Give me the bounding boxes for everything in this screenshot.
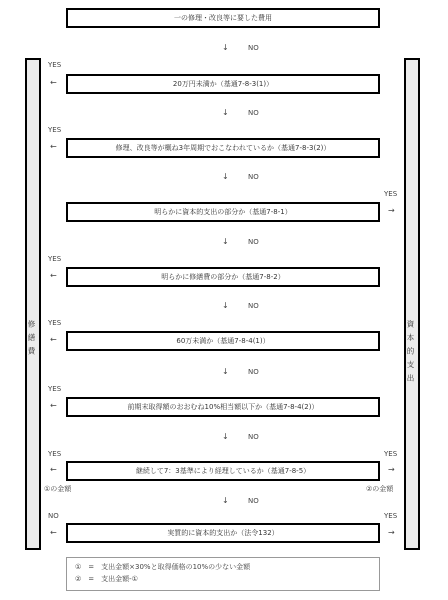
yes-label: YES (384, 450, 398, 458)
flow-box-start (66, 8, 380, 28)
flow-box-substantial-capital (66, 523, 380, 543)
left-arrow: ← (50, 528, 57, 537)
down-arrow: ↓ (222, 43, 229, 52)
yes-label: YES (48, 126, 62, 134)
no-label: NO (248, 433, 259, 441)
flow-box-text: 明らかに修繕費の部分か（基通7-8-2） (161, 273, 285, 281)
yes-label: YES (384, 512, 398, 520)
flow-box-text: 前期末取得額のおおむね10%相当額以下か（基通7-8-4(2)） (127, 403, 319, 411)
yes-label: YES (48, 450, 62, 458)
left-arrow: ← (50, 465, 57, 474)
right-arrow: → (388, 206, 395, 215)
no-label: NO (248, 109, 259, 117)
down-arrow: ↓ (222, 172, 229, 181)
no-label: NO (48, 512, 59, 520)
legend-line-1: ① = 支出金額×30%と取得価格の10%の少ない金額 (75, 563, 251, 571)
left-arrow: ← (50, 271, 57, 280)
repair-cost-label: 修繕費 (27, 320, 36, 361)
left-arrow: ← (50, 78, 57, 87)
down-arrow: ↓ (222, 237, 229, 246)
flow-box-under-600k (66, 331, 380, 351)
yes-label: YES (48, 61, 62, 69)
no-label: NO (248, 238, 259, 246)
flow-box-under-200k (66, 74, 380, 94)
flow-box-text: 明らかに資本的支出の部分か（基通7-8-1） (154, 208, 292, 216)
flow-box-text: 20万円未満か（基通7-8-3(1)） (172, 80, 274, 88)
down-arrow: ↓ (222, 108, 229, 117)
capital-expenditure-column (404, 58, 420, 550)
flow-box-text: 継続して7：3基準により経理しているか（基通7-8-5） (135, 467, 311, 475)
flow-box-text: 実質的に資本的支出か（法令132） (167, 529, 279, 537)
down-arrow: ↓ (222, 367, 229, 376)
flow-box-clear-repair (66, 267, 380, 287)
down-arrow: ↓ (222, 432, 229, 441)
no-label: NO (248, 302, 259, 310)
no-label: NO (248, 173, 259, 181)
yes-label: YES (48, 255, 62, 263)
left-arrow: ← (50, 142, 57, 151)
flow-box-text: 一の修理・改良等に要した費用 (174, 14, 272, 22)
flow-box-seven-three-rule (66, 461, 380, 481)
repair-cost-column (25, 58, 41, 550)
no-label: NO (248, 44, 259, 52)
left-arrow: ← (50, 335, 57, 344)
legend-box (66, 557, 380, 591)
right-arrow: → (388, 465, 395, 474)
no-label: NO (248, 497, 259, 505)
yes-label: YES (384, 190, 398, 198)
down-arrow: ↓ (222, 301, 229, 310)
flow-box-clear-capital (66, 202, 380, 222)
flow-box-ten-percent (66, 397, 380, 417)
legend-line-2: ② = 支出金額-① (75, 575, 138, 583)
yes-label: YES (48, 319, 62, 327)
down-arrow: ↓ (222, 496, 229, 505)
amount-1-label: ①の金額 (44, 485, 72, 493)
flow-box-three-year-cycle (66, 138, 380, 158)
left-arrow: ← (50, 401, 57, 410)
amount-2-label: ②の金額 (366, 485, 394, 493)
flow-box-text: 修理、改良等が概ね3年周期でおこなわれているか（基通7-8-3(2)） (115, 144, 331, 152)
no-label: NO (248, 368, 259, 376)
yes-label: YES (48, 385, 62, 393)
flow-box-text: 60万未満か（基通7-8-4(1)） (176, 337, 270, 345)
capital-expenditure-label: 資本的支出 (406, 320, 415, 388)
right-arrow: → (388, 528, 395, 537)
